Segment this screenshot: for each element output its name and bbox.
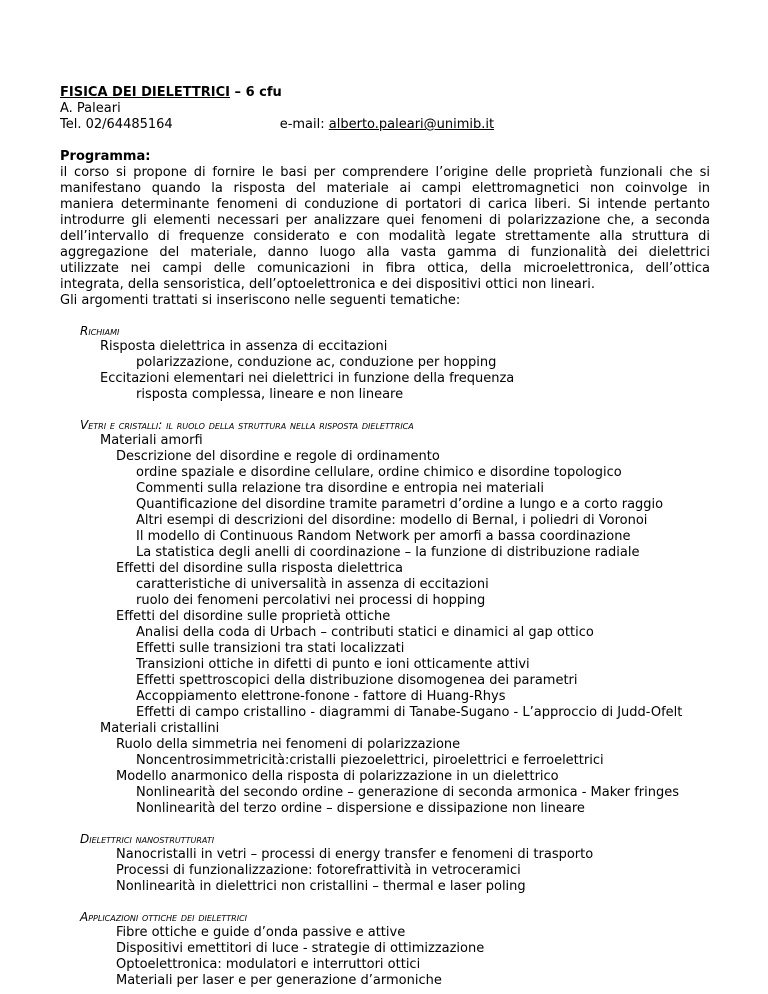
topic-item: Risposta dielettrica in assenza di eccitazioni — [100, 339, 388, 354]
topic-item: Effetti sulle transizioni tra stati localizzati — [136, 641, 405, 656]
topic-item: ordine spaziale e disordine cellulare, ordine chimico e disordine topologico — [136, 465, 622, 480]
topic-item: Transizioni ottiche in difetti di punto e ioni otticamente attivi — [136, 657, 530, 672]
topic-section — [60, 323, 710, 403]
topic-heading: Vetri e cristalli: il ruolo della struttura nella risposta dielettrica — [80, 418, 414, 432]
topic-item: Modello anarmonico della risposta di polarizzazione in un dielettrico — [116, 769, 559, 784]
topic-item: Descrizione del disordine e regole di ordinamento — [116, 449, 440, 464]
email-link[interactable]: alberto.paleari@unimib.it — [328, 117, 495, 132]
email-label: e-mail: — [279, 117, 329, 132]
topic-heading: Applicazioni ottiche dei dielettrici — [80, 910, 248, 924]
topic-item: Nonlinearità del secondo ordine – generazione di seconda armonica - Maker fringes — [136, 785, 680, 800]
program-line: il corso si propone di fornire le basi per comprendere l’origine delle proprietà funzionali che si — [60, 165, 710, 180]
topic-item: ruolo dei fenomeni percolativi nei processi di hopping — [136, 593, 486, 608]
topic-item: Processi di funzionalizzazione: fotorefrattività in vetroceramici — [116, 863, 521, 878]
phone-number: Tel. 02/64485164 — [60, 117, 173, 132]
program-line: dell’intervallo di frequenze considerato e con modalità legate strettamente alla struttura di — [60, 229, 710, 244]
topic-item: Il modello di Continuous Random Network per amorfi a bassa coordinazione — [136, 529, 631, 544]
topic-item: Analisi della coda di Urbach – contributi statici e dinamici al gap ottico — [136, 625, 594, 640]
topic-heading: Dielettrici nanostrutturati — [80, 832, 215, 846]
topic-item: Altri esempi di descrizioni del disordine: modello di Bernal, i poliedri di Voronoi — [136, 513, 648, 528]
topic-item: Effetti spettroscopici della distribuzione disomogenea dei parametri — [136, 673, 578, 688]
program-line: maniera determinante fenomeni di conduzione di portatori di carica liberi. Si intende pertanto — [60, 197, 710, 212]
topic-item: Eccitazioni elementari nei dielettrici in funzione della frequenza — [100, 371, 515, 386]
document-page — [60, 85, 710, 989]
course-credits: – 6 cfu — [230, 85, 282, 100]
topic-item: La statistica degli anelli di coordinazione – la funzione di distribuzione radiale — [136, 545, 640, 560]
teacher-name: A. Paleari — [60, 101, 121, 116]
contact-line — [60, 117, 710, 133]
program-intro-tail: Gli argomenti trattati si inseriscono nelle seguenti tematiche: — [60, 293, 461, 308]
program-line: introdurre gli elementi necessari per analizzare quei fenomeni di polarizzazione che, a seconda — [60, 213, 710, 228]
topic-item: Materiali amorfi — [100, 433, 203, 448]
program-line: aggregazione del materiale, danno luogo alla vasta gamma di funzionalità dei dielettrici — [60, 245, 710, 260]
topic-item: Materiali cristallini — [100, 721, 220, 736]
topic-item: Dispositivi emettitori di luce - strategie di ottimizzazione — [116, 941, 485, 956]
topic-item: Optoelettronica: modulatori e interruttori ottici — [116, 957, 421, 972]
topic-item: Nonlinearità del terzo ordine – dispersione e dissipazione non lineare — [136, 801, 585, 816]
topic-item: Materiali per laser e per generazione d’armoniche — [116, 973, 442, 988]
topic-item: Ruolo della simmetria nei fenomeni di polarizzazione — [116, 737, 461, 752]
topic-item: Effetti del disordine sulle proprietà ottiche — [116, 609, 391, 624]
topic-item: caratteristiche di universalità in assenza di eccitazioni — [136, 577, 489, 592]
topic-item: Fibre ottiche e guide d’onda passive e attive — [116, 925, 406, 940]
topic-item: Effetti del disordine sulla risposta dielettrica — [116, 561, 404, 576]
topic-heading: Richiami — [80, 324, 120, 338]
topics-list — [60, 323, 710, 989]
topic-item: Accoppiamento elettrone-fonone - fattore di Huang-Rhys — [136, 689, 506, 704]
topic-section — [60, 417, 710, 817]
topic-item: Effetti di campo cristallino - diagrammi di Tanabe-Sugano - L’approccio di Judd-Ofelt — [136, 705, 683, 720]
program-line: integrata, della sensoristica, dell’optoelettronica e dei dispositivi ottici non lineari. — [60, 277, 595, 292]
topic-section — [60, 909, 710, 989]
topic-item: Commenti sulla relazione tra disordine e entropia nei materiali — [136, 481, 544, 496]
topic-item: Noncentrosimmetricità:cristalli piezoelettrici, piroelettrici e ferroelettrici — [136, 753, 604, 768]
topic-item: polarizzazione, conduzione ac, conduzione per hopping — [136, 355, 497, 370]
topic-item: Nanocristalli in vetri – processi di energy transfer e fenomeni di trasporto — [116, 847, 594, 862]
topic-item: Quantificazione del disordine tramite parametri d’ordine a lungo e a corto raggio — [136, 497, 664, 512]
program-paragraph — [60, 165, 710, 293]
email-block — [280, 117, 494, 133]
topic-item: Nonlinearità in dielettrici non cristallini – thermal e laser poling — [116, 879, 526, 894]
program-line: manifestano quando la risposta del materiale ai campi elettromagnetici non coinvolge in — [60, 181, 710, 196]
topic-item: risposta complessa, lineare e non lineare — [136, 387, 404, 402]
course-title: FISICA DEI DIELETTRICI — [60, 85, 231, 100]
program-heading: Programma: — [60, 149, 151, 164]
topic-section — [60, 831, 710, 895]
course-title-line — [60, 85, 710, 101]
program-line: utilizzate nei campi delle comunicazioni in fibra ottica, della microelettronica, dell’ottica — [60, 261, 710, 276]
